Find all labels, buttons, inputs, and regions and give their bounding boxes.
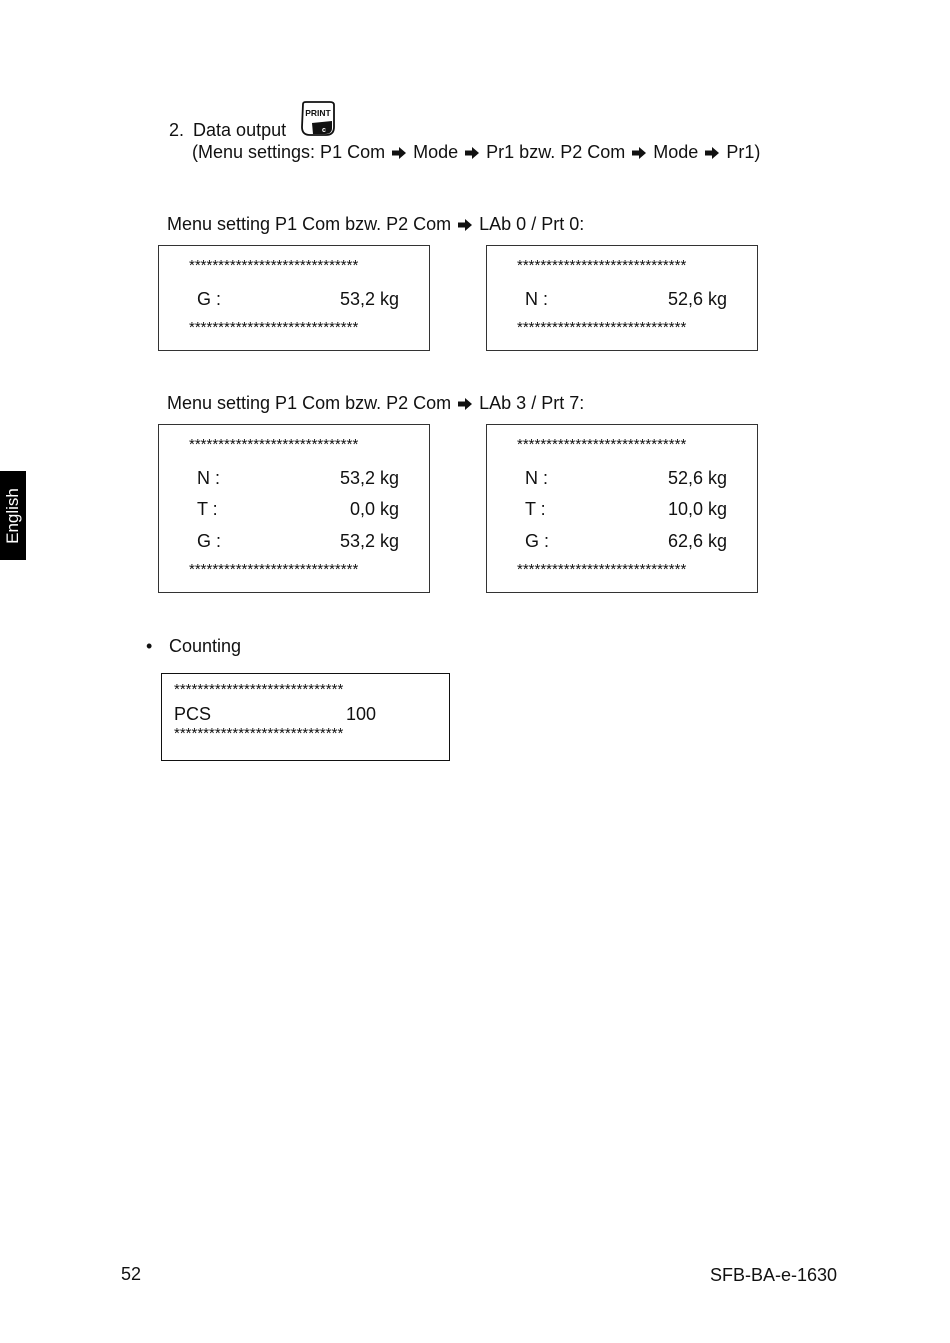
row-value: 10,0 kg <box>667 499 727 519</box>
printout-box-gross <box>158 245 430 351</box>
row-label: N : <box>525 468 549 488</box>
row-value: 52,6 kg <box>667 289 727 309</box>
stars-bottom: ***************************** <box>517 319 687 336</box>
print-key-icon <box>299 101 337 137</box>
section-title: Data output <box>193 120 287 140</box>
row-value: 62,6 kg <box>667 531 727 551</box>
menu-settings-end: Pr1) <box>726 142 761 162</box>
setting1-suffix: LAb 0 / Prt 0: <box>479 214 585 234</box>
setting2-suffix: LAb 3 / Prt 7: <box>479 393 585 413</box>
stars-bottom: ***************************** <box>189 319 359 336</box>
pcs-value: 100 <box>346 704 377 724</box>
menu-settings-mode1: Mode <box>413 142 459 162</box>
row-value: 0,0 kg <box>349 499 399 519</box>
setting2-heading <box>167 392 584 414</box>
row-label: T : <box>197 499 218 519</box>
page-number: 52 <box>121 1264 142 1284</box>
row-value: 52,6 kg <box>667 468 727 488</box>
arrow-right-icon <box>705 147 719 159</box>
stars-top: ***************************** <box>517 257 687 274</box>
print-key-label: PRINT <box>305 108 331 118</box>
arrow-right-icon <box>458 398 472 410</box>
row-label: G : <box>525 531 550 551</box>
menu-settings-line <box>192 141 760 163</box>
stars-bottom: ***************************** <box>189 561 359 578</box>
row-value: 53,2 kg <box>339 289 399 309</box>
row-label: N : <box>525 289 549 309</box>
print-key-sub: c <box>322 127 326 134</box>
arrow-right-icon <box>458 219 472 231</box>
row-value: 53,2 kg <box>339 531 399 551</box>
arrow-right-icon <box>392 147 406 159</box>
language-side-tab <box>0 471 26 560</box>
row-label: T : <box>525 499 546 519</box>
section-heading <box>169 119 286 141</box>
section-number: 2. <box>169 120 185 140</box>
menu-settings-prefix: (Menu settings: P1 Com <box>192 142 386 162</box>
stars-top: ***************************** <box>174 681 344 698</box>
menu-settings-mode2: Mode <box>653 142 699 162</box>
setting2-prefix: Menu setting P1 Com bzw. P2 Com <box>167 393 452 413</box>
row-value: 53,2 kg <box>339 468 399 488</box>
stars-top: ***************************** <box>517 436 687 453</box>
printout-box-counting <box>161 673 450 761</box>
arrow-right-icon <box>465 147 479 159</box>
arrow-right-icon <box>632 147 646 159</box>
counting-label: Counting <box>169 636 242 656</box>
setting1-prefix: Menu setting P1 Com bzw. P2 Com <box>167 214 452 234</box>
language-side-tab-label: English <box>3 487 22 544</box>
row-label: G : <box>197 289 222 309</box>
printout-box-net <box>486 245 758 351</box>
document-code: SFB-BA-e-1630 <box>709 1265 837 1285</box>
stars-top: ***************************** <box>189 436 359 453</box>
pcs-label: PCS <box>174 704 212 724</box>
printout-box-ntg-2 <box>486 424 758 593</box>
stars-bottom: ***************************** <box>174 725 344 742</box>
counting-bullet: • <box>146 636 153 656</box>
stars-top: ***************************** <box>189 257 359 274</box>
row-label: G : <box>197 531 222 551</box>
printout-box-ntg-1 <box>158 424 430 593</box>
row-label: N : <box>197 468 221 488</box>
menu-settings-pr1: Pr1 bzw. P2 Com <box>486 142 626 162</box>
stars-bottom: ***************************** <box>517 561 687 578</box>
setting1-heading <box>167 213 584 235</box>
